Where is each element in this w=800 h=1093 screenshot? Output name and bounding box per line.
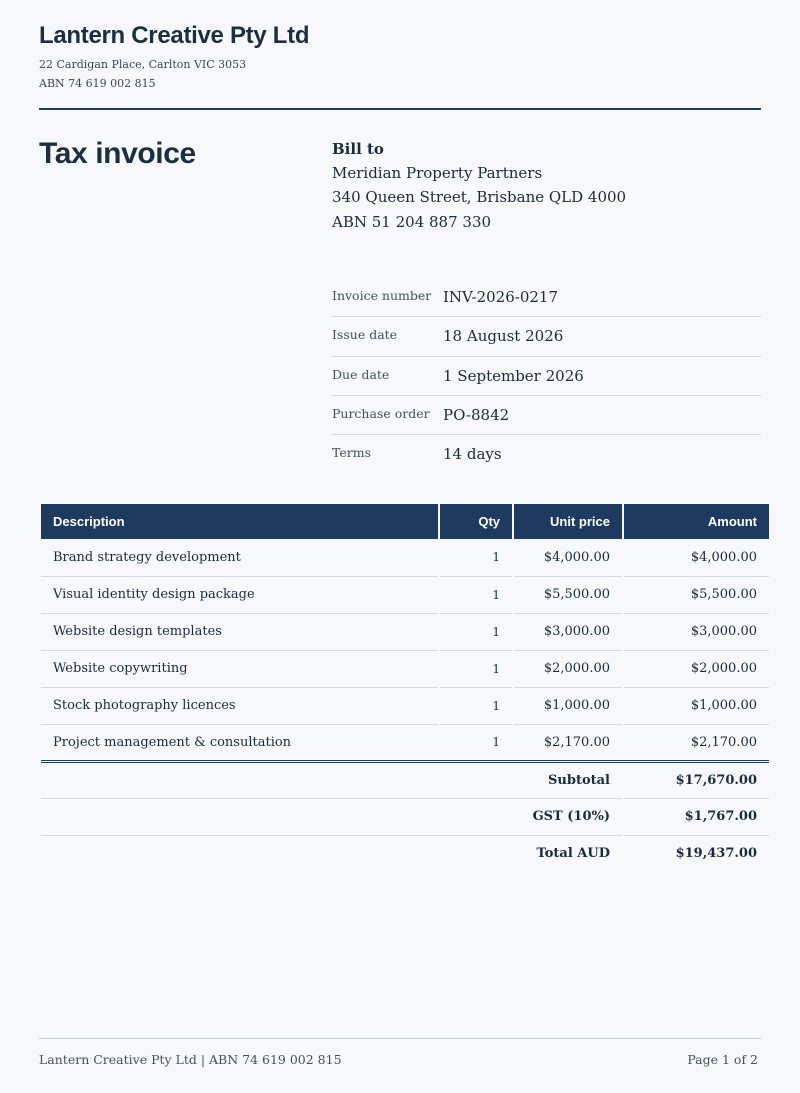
- subtotal-row: [41, 761, 769, 798]
- cell-qty: 1: [439, 613, 513, 650]
- gst-label: GST (10%): [41, 798, 623, 835]
- gst-row: [41, 798, 769, 835]
- table-row: [41, 724, 769, 761]
- cell-qty: 1: [439, 539, 513, 576]
- cell-qty: 1: [439, 650, 513, 687]
- meta-value: 1 September 2026: [443, 366, 584, 385]
- table-row: [41, 613, 769, 650]
- invoice-number-row: [332, 278, 761, 317]
- table-row: [41, 650, 769, 687]
- column-header-description: Description: [41, 504, 439, 539]
- total-row: [41, 835, 769, 872]
- cell-amount: $1,000.00: [623, 687, 769, 724]
- column-header-qty: Qty: [439, 504, 513, 539]
- meta-value: PO-8842: [443, 405, 510, 424]
- meta-value: 14 days: [443, 445, 502, 463]
- due-date-row: [332, 357, 761, 396]
- meta-label: Issue date: [332, 327, 398, 343]
- meta-value: 18 August 2026: [443, 327, 564, 346]
- cell-unit-price: $2,000.00: [513, 650, 623, 687]
- cell-qty: 1: [439, 576, 513, 613]
- subtotal-label: Subtotal: [41, 761, 623, 798]
- table-row: [41, 539, 769, 576]
- company-abn: ABN 74 619 002 815: [39, 77, 156, 90]
- cell-description: Project management & consultation: [41, 724, 439, 761]
- company-name: Lantern Creative Pty Ltd: [39, 22, 310, 49]
- bill-to-name: Meridian Property Partners: [332, 164, 543, 182]
- table-row: [41, 687, 769, 724]
- footer-company: Lantern Creative Pty Ltd | ABN 74 619 002 815: [39, 1052, 342, 1067]
- cell-qty: 1: [439, 724, 513, 761]
- header-divider: [39, 108, 761, 110]
- total-label: Total AUD: [41, 835, 623, 872]
- company-address: 22 Cardigan Place, Carlton VIC 3053: [39, 58, 247, 71]
- cell-description: Brand strategy development: [41, 539, 439, 576]
- gst-value: $1,767.00: [623, 798, 769, 835]
- meta-label: Invoice number: [332, 288, 432, 303]
- cell-unit-price: $5,500.00: [513, 576, 623, 613]
- cell-amount: $2,170.00: [623, 724, 769, 761]
- cell-description: Website design templates: [41, 613, 439, 650]
- invoice-details: [332, 278, 761, 474]
- cell-amount: $2,000.00: [623, 650, 769, 687]
- purchase-order-row: [332, 396, 761, 435]
- cell-unit-price: $4,000.00: [513, 539, 623, 576]
- issue-date-row: [332, 317, 761, 356]
- column-header-amount: Amount: [623, 504, 769, 539]
- terms-row: [332, 435, 761, 474]
- document-title: Tax invoice: [39, 137, 196, 170]
- bill-to-heading: Bill to: [332, 140, 384, 158]
- meta-label: Due date: [332, 366, 390, 382]
- cell-qty: 1: [439, 687, 513, 724]
- total-value: $19,437.00: [675, 846, 757, 862]
- cell-amount: $5,500.00: [623, 576, 769, 613]
- column-header-unit-price: Unit price: [513, 504, 623, 539]
- line-items-table: [41, 504, 769, 872]
- subtotal-value: $17,670.00: [623, 761, 769, 798]
- cell-amount: $4,000.00: [623, 539, 769, 576]
- page-number: Page 1 of 2: [687, 1052, 758, 1067]
- cell-amount: $3,000.00: [623, 613, 769, 650]
- meta-value: INV-2026-0217: [443, 288, 558, 306]
- cell-description: Stock photography licences: [41, 687, 439, 724]
- bill-to-abn: ABN 51 204 887 330: [332, 213, 492, 231]
- table-header-row: [41, 504, 769, 539]
- cell-unit-price: $2,170.00: [513, 724, 623, 761]
- meta-label: Terms: [332, 445, 372, 460]
- cell-unit-price: $3,000.00: [513, 613, 623, 650]
- bill-to-address: 340 Queen Street, Brisbane QLD 4000: [332, 188, 627, 206]
- cell-description: Website copywriting: [41, 650, 439, 687]
- cell-description: Visual identity design package: [41, 576, 439, 613]
- cell-unit-price: $1,000.00: [513, 687, 623, 724]
- footer-divider: [39, 1038, 761, 1039]
- meta-label: Purchase order: [332, 405, 430, 421]
- table-row: [41, 576, 769, 613]
